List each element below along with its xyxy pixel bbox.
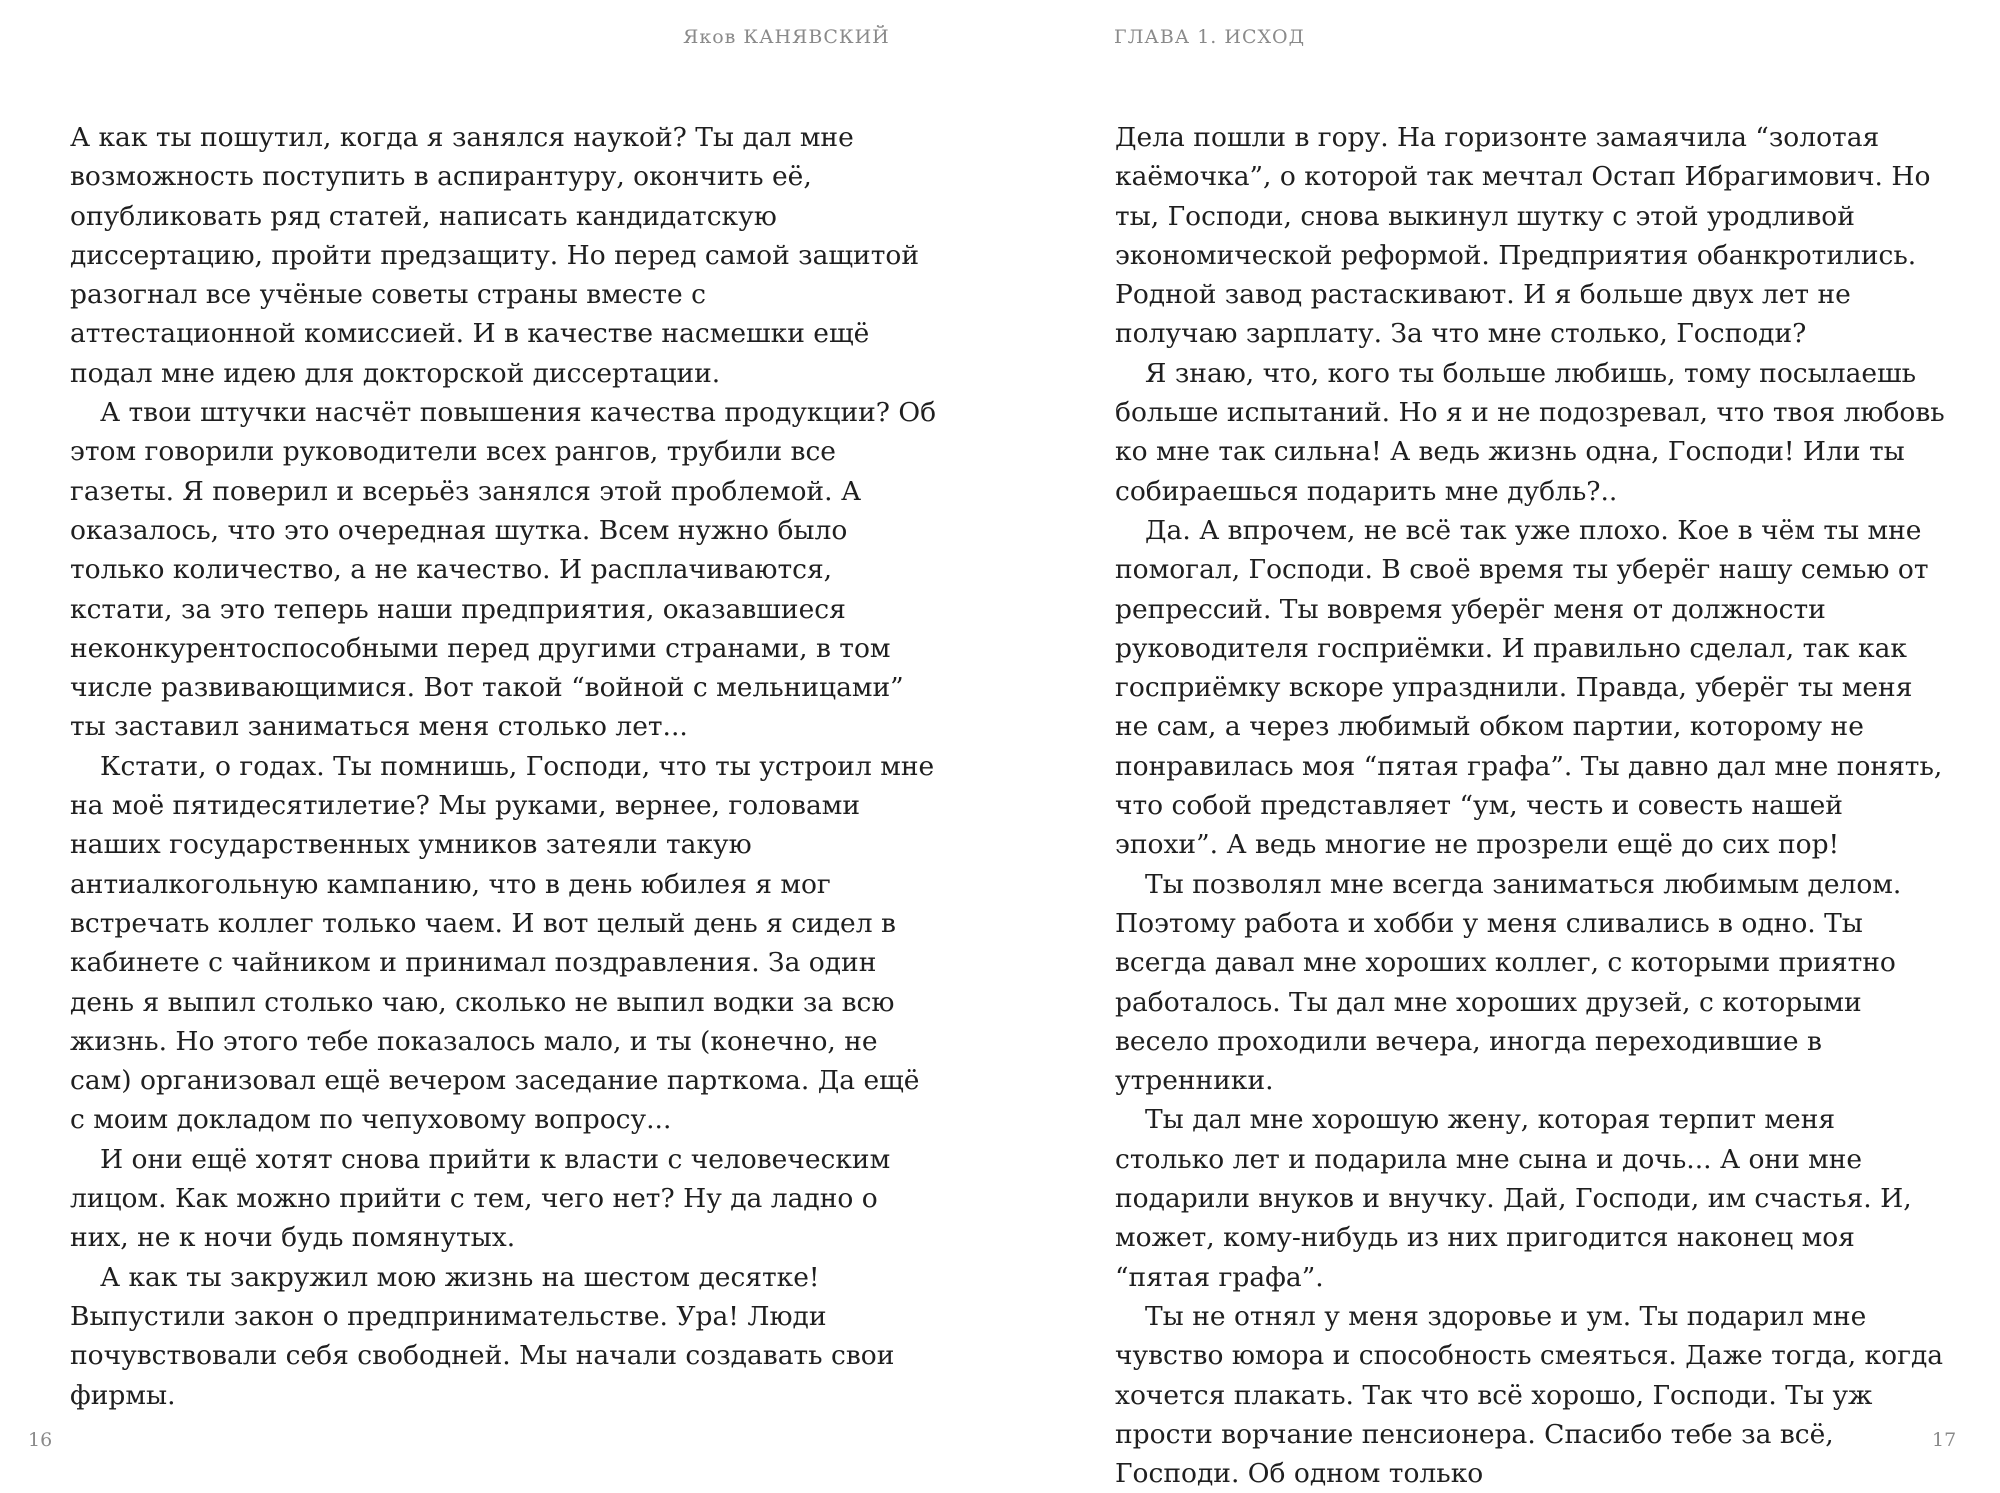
author-running-head: Яков КАНЯВСКИЙ <box>683 26 890 48</box>
chapter-running-head: ГЛАВА 1. ИСХОД <box>1114 26 1306 48</box>
paragraph: И они ещё хотят снова прийти к власти с человеческим лицом. Как можно прийти с тем, чего нет? Ну да ладно о них, не к ночи будь помянутых. <box>70 1143 891 1254</box>
paragraph: А как ты закружил мою жизнь на шестом десятке! Выпустили закон о предпринимательстве. Ура! Люди почувствовали себя свободней. Мы начали создавать свои фирмы. <box>70 1261 895 1411</box>
paragraph: Да. А впрочем, не всё так уже плохо. Кое в чём ты мне помогал, Господи. В своё время ты уберёг нашу семью от репрессий. Ты вовремя уберёг меня от должности руководителя госприёмки. И правильно сделал, так как госприёмку вскоре упразднили. Правда, уберёг ты меня не сам, а через любимый обком партии, которому не понравилась моя “пятая графа”. Ты давно дал мне понять, что собой представляет “ум, честь и совесть нашей эпохи”. А ведь многие не прозрели ещё до сих пор! <box>1115 514 1943 861</box>
paragraph: Я знаю, что, кого ты больше любишь, тому посылаешь больше испытаний. Но я и не подозревал, что твоя любовь ко мне так сильна! А ведь жизнь одна, Господи! Или ты собираешься подарить мне дубль?.. <box>1115 357 1945 507</box>
right-page-text <box>1115 118 1945 1493</box>
paragraph: А как ты пошутил, когда я занялся наукой? Ты дал мне возможность поступить в аспирантуру, окончить её, опубликовать ряд статей, написать кандидатскую диссертацию, пройти предзащиту. Но перед самой защитой разогнал все учёные советы страны вместе с аттестационной комиссией. И в качестве насмешки ещё подал мне идею для докторской диссертации. <box>70 122 919 389</box>
paragraph: Ты дал мне хорошую жену, которая терпит меня столько лет и подарила мне сына и дочь... А они мне подарили внуков и внучку. Дай, Господи, им счастья. И, может, кому-нибудь из них пригодится наконец моя “пятая графа”. <box>1115 1104 1912 1293</box>
left-page <box>0 0 1000 1468</box>
paragraph: А твои штучки насчёт повышения качества продукции? Об этом говорили руководители всех рангов, трубили все газеты. Я поверил и всерьёз занялся этой проблемой. А оказалось, что это очередная шутка. Всем нужно было только количество, а не качество. И расплачиваются, кстати, за это теперь наши предприятия, оказавшиеся неконкурентоспособными перед другими странами, в том числе развивающимися. Вот такой “войной с мельницами” ты заставил заниматься меня столько лет... <box>70 397 937 743</box>
paragraph: Кстати, о годах. Ты помнишь, Господи, что ты устроил мне на моё пятидесятилетие? Мы руками, вернее, головами наших государственных умников затеяли такую антиалкогольную кампанию, что в день юбилея я мог встречать коллег только чаем. И вот целый день я сидел в кабинете с чайником и принимал поздравления. За один день я выпил столько чаю, сколько не выпил водки за всю жизнь. Но этого тебе показалось мало, и ты (конечно, не сам) организовал ещё вечером заседание парткома. Да ещё с моим докладом по чепуховому вопросу... <box>70 750 935 1136</box>
paragraph: Ты позволял мне всегда заниматься любимым делом. Поэтому работа и хобби у меня сливались в одно. Ты всегда давал мне хороших коллег, с которыми приятно работалось. Ты дал мне хороших друзей, с которыми весело проходили вечера, иногда переходившие в утренники. <box>1115 868 1902 1097</box>
page-number: 16 <box>28 1429 53 1451</box>
page-number: 17 <box>1932 1429 1957 1451</box>
right-page <box>1000 0 2000 1490</box>
left-page-text <box>70 118 940 1415</box>
paragraph: Дела пошли в гору. На горизонте замаячила “золотая каёмочка”, о которой так мечтал Остап Ибрагимович. Но ты, Господи, снова выкинул шутку с этой уродливой экономической реформой. Предприятия обанкротились. Родной завод растаскивают. И я больше двух лет не получаю зарплату. За что мне столько, Господи? <box>1115 122 1931 350</box>
paragraph: Ты не отнял у меня здоровье и ум. Ты подарил мне чувство юмора и способность смеяться. Даже тогда, когда хочется плакать. Так что всё хорошо, Господи. Ты уж прости ворчание пенсионера. Спасибо тебе за всё, Господи. Об одном только <box>1115 1300 1944 1490</box>
